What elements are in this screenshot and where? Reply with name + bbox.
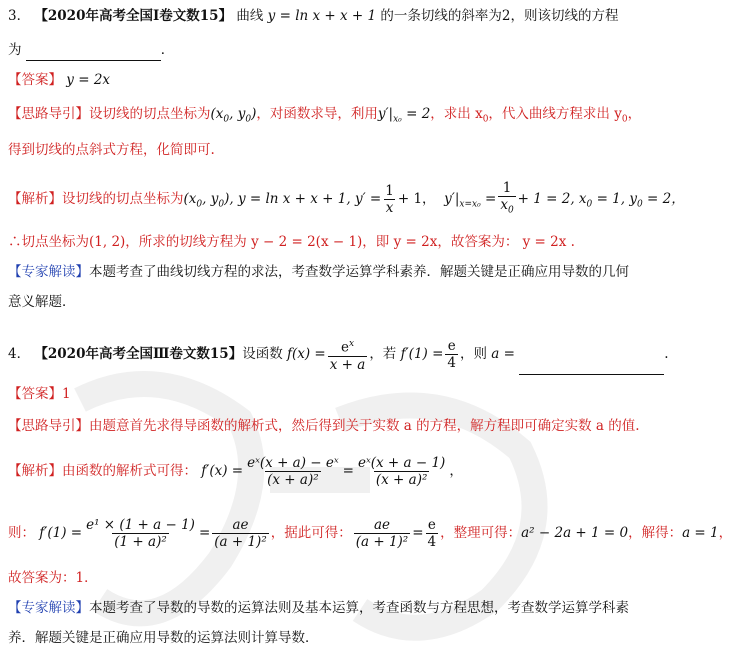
q4-expert-text2: 养．解题关键是正确应用导数的运算法则计算导数． bbox=[8, 630, 319, 646]
q4-expert-line2 bbox=[8, 628, 319, 648]
q4-guide-line bbox=[8, 416, 640, 436]
q4-analysis-label: 【解析】 bbox=[8, 463, 62, 479]
q4-answer-blank bbox=[519, 334, 664, 375]
q3-guide-eq: = 2 bbox=[401, 106, 431, 122]
q3-stem-wei: 为 bbox=[8, 42, 22, 58]
q4-computation-line: 则： f′(1) = $\frac{\text{e¹ × (1 + a − 1)}}{\text{(1 + a)²}}$ = $\frac{ae}{\text{(a + 1)²}}$ ，据此可得： $\frac{ae}{\text{(a + 1)²}}$ = $\frac{e}{4}$ ，整理可得：a² − 2a + 1 = 0，解得：a = 1， bbox=[8, 517, 732, 550]
q4-analysis-fprime: f′(x) = bbox=[201, 463, 244, 479]
q4-frac-deriv2 bbox=[356, 455, 447, 488]
q4-frac-e-over-4 bbox=[445, 338, 458, 371]
q3-analysis-line: 【解析】设切线的切点坐标为($x_0$, $y_0$), y = ln x + x + 1, y′ = $\frac{1}{x}$ + 1， $y'|_{x=x_0}$ = $\frac{1}{x_0}$ + 1 = 2, $x_0 = 1$, $y_0 = 2$， bbox=[8, 180, 685, 223]
q3-analysis-eq2: + 1， bbox=[397, 190, 436, 207]
q4-frac-ae2 bbox=[354, 517, 410, 550]
q4-answer-value: 1 bbox=[62, 386, 71, 402]
q3-guide-line1: 【思路导引】设切线的切点坐标为($x_0$, $y_0$)，对函数求导，利用$y'|_{x_0} = 2$，求出 $x_0$，代入曲线方程求出 $y_0$， bbox=[8, 106, 642, 125]
q3-guide-text3: ，求出 x bbox=[430, 106, 483, 122]
q4-analysis-line: 【解析】由函数的解析式可得： f′(x) = $\frac{\text{eˣ(x + a) − eˣ}}{\text{(x + a)²}}$ = $\frac{\text{eˣ(x + a − 1)}}{\text{(x + a)²}}$ ， bbox=[8, 455, 463, 488]
q3-analysis-point: (x bbox=[183, 190, 197, 207]
q3-curve: y = ln x + x + 1 bbox=[267, 8, 377, 24]
q4-stem-line: 4． 【2020年高考全国Ⅲ卷文数15】设函数 f(x) = $\frac{e^x}{x + a}$ ，若 f′(1) = $\frac{e}{4}$ ，则 a = . bbox=[8, 334, 669, 375]
q4-frac-ae2-den: (a + 1)² bbox=[355, 534, 409, 550]
q4-fp1: f′(1) = bbox=[400, 346, 444, 362]
q4-frac-den: x + a bbox=[329, 356, 366, 373]
q4-guide-label: 【思路导引】 bbox=[8, 418, 89, 434]
q4-frac-e4-den: 4 bbox=[427, 534, 437, 550]
q4-four: 4 bbox=[447, 355, 456, 371]
q4-frac-e4 bbox=[426, 517, 439, 550]
q4-quad: a² − 2a + 1 = 0 bbox=[521, 525, 629, 541]
q4-sol-end: ， bbox=[718, 525, 732, 541]
q4-answer-label: 【答案】 bbox=[8, 386, 62, 402]
q4-sol: a = 1 bbox=[682, 525, 719, 541]
q3-guide-deriv: y′| bbox=[377, 106, 394, 122]
q3-conclusion bbox=[8, 232, 575, 252]
q3-conclusion-text: ∴切点坐标为(1, 2)，所求的切线方程为 y − 2 = 2(x − 1)，即 y = 2x，故答案为： y = 2x . bbox=[8, 234, 575, 250]
q3-source: 【2020年高考全国Ⅰ卷文数15】 bbox=[34, 8, 233, 24]
q4-frac-f1-num: e¹ × (1 + a − 1) bbox=[86, 517, 195, 533]
q3-number: 3． bbox=[8, 8, 31, 24]
q4-number: 4． bbox=[8, 346, 31, 362]
q4-fx: f(x) = bbox=[287, 346, 326, 362]
q4-frac-deriv2-den: (x + a)² bbox=[375, 472, 428, 488]
q4-frac-deriv2-num: eˣ(x + a − 1) bbox=[357, 455, 446, 471]
q4-frac-e4-num: e bbox=[427, 517, 436, 533]
q4-simplify: ，整理可得： bbox=[440, 525, 522, 541]
q4-frac-f1 bbox=[84, 517, 197, 550]
q4-stem-text: 设函数 bbox=[242, 346, 283, 362]
q3-analysis-text: 设切线的切点坐标为 bbox=[62, 190, 184, 207]
q4-expert-label: 【专家解读】 bbox=[8, 600, 89, 616]
q4-then: 则： bbox=[8, 525, 35, 541]
q4-guide-text: 由题意首先求得导函数的解析式，然后得到关于实数 a 的方程，解方程即可确定实数 a 的值. bbox=[89, 418, 640, 434]
q3-analysis-label: 【解析】 bbox=[8, 190, 62, 207]
q4-answer-line bbox=[8, 384, 71, 404]
q4-e: e bbox=[447, 338, 456, 354]
q4-final bbox=[8, 568, 98, 588]
q3-expert-line1 bbox=[8, 262, 629, 282]
q4-hence: ，据此可得： bbox=[270, 525, 352, 541]
q4-frac-f1-den: (1 + a)² bbox=[114, 534, 167, 550]
q3-guide-label: 【思路导引】 bbox=[8, 106, 89, 122]
q4-stem-text2: ，若 bbox=[369, 346, 397, 362]
q4-stem-text3: ，则 bbox=[460, 346, 487, 362]
q3-period: ． bbox=[160, 42, 175, 58]
q3-guide-text2: ，对函数求导，利用 bbox=[256, 106, 378, 122]
q3-answer-blank bbox=[26, 40, 161, 61]
q3-analysis-eq3: y′| bbox=[444, 190, 460, 207]
q4-frac-num: e bbox=[340, 339, 349, 356]
q4-analysis-text: 由函数的解析式可得： bbox=[62, 463, 197, 479]
q3-guide-line2 bbox=[8, 140, 215, 160]
q3-stem-line1 bbox=[8, 6, 619, 26]
q4-frac-deriv1 bbox=[245, 455, 341, 488]
q3-guide-text5: 得到切线的点斜式方程，化简即可. bbox=[8, 142, 215, 158]
q4-solve: ，解得： bbox=[628, 525, 683, 541]
q4-frac-deriv1-num: eˣ(x + a) − eˣ bbox=[247, 455, 339, 471]
q3-answer-label: 【答案】 bbox=[8, 72, 62, 88]
q3-stem-text: 曲线 bbox=[236, 8, 264, 24]
q4-f1: f′(1) = bbox=[39, 525, 83, 541]
q3-expert-text1: 本题考查了曲线切线方程的求法，考查数学运算学科素养．解题关键是正确应用导数的几何 bbox=[89, 264, 629, 280]
q3-expert-line2 bbox=[8, 292, 76, 312]
q4-frac-ae-num: ae bbox=[232, 517, 249, 533]
q3-analysis-eq5: = 1, y bbox=[592, 190, 637, 207]
q3-analysis-eq6: = 2， bbox=[642, 190, 685, 207]
q3-answer-value: y = 2x bbox=[66, 72, 111, 88]
q3-stem-text2: 的一条切线的斜率为2，则该切线的方程 bbox=[380, 8, 619, 24]
q3-guide-text: 设切线的切点坐标为 bbox=[89, 106, 211, 122]
q4-frac-ae2-num: ae bbox=[373, 517, 390, 533]
q3-guide-text4: ，代入曲线方程求出 y bbox=[488, 106, 622, 122]
q3-guide-point: (x bbox=[210, 106, 224, 122]
q4-analysis-comma: ， bbox=[449, 463, 463, 479]
q4-frac-ae bbox=[212, 517, 268, 550]
q4-a-eq: a = bbox=[491, 346, 515, 362]
q4-final-text: 故答案为：1． bbox=[8, 570, 98, 586]
q3-frac-1-over-x0: $\frac{1}{x_0}$ bbox=[498, 180, 515, 219]
q4-expert-line1 bbox=[8, 598, 629, 618]
q3-frac-1-over-x: $\frac{1}{x}$ bbox=[385, 182, 394, 216]
q3-stem-line2 bbox=[8, 40, 174, 61]
q3-analysis-eq4: + 1 = 2, x bbox=[517, 190, 587, 207]
q4-frac-ex-over-xa: $\frac{e^x}{x + a}$ bbox=[329, 339, 366, 373]
q4-expert-text1: 本题考查了导数的导数的运算法则及基本运算，考查函数与方程思想，考查数学运算学科素 bbox=[89, 600, 629, 616]
q3-analysis-eq1: y = ln x + x + 1, y′ = bbox=[237, 190, 382, 207]
q4-frac-ae-den: (a + 1)² bbox=[214, 534, 267, 550]
q3-answer-line bbox=[8, 70, 110, 90]
q4-frac-deriv1-den: (x + a)² bbox=[267, 472, 319, 488]
q3-expert-label: 【专家解读】 bbox=[8, 264, 89, 280]
q3-expert-text2: 意义解题． bbox=[8, 294, 76, 310]
q4-source: 【2020年高考全国Ⅲ卷文数15】 bbox=[34, 346, 243, 362]
